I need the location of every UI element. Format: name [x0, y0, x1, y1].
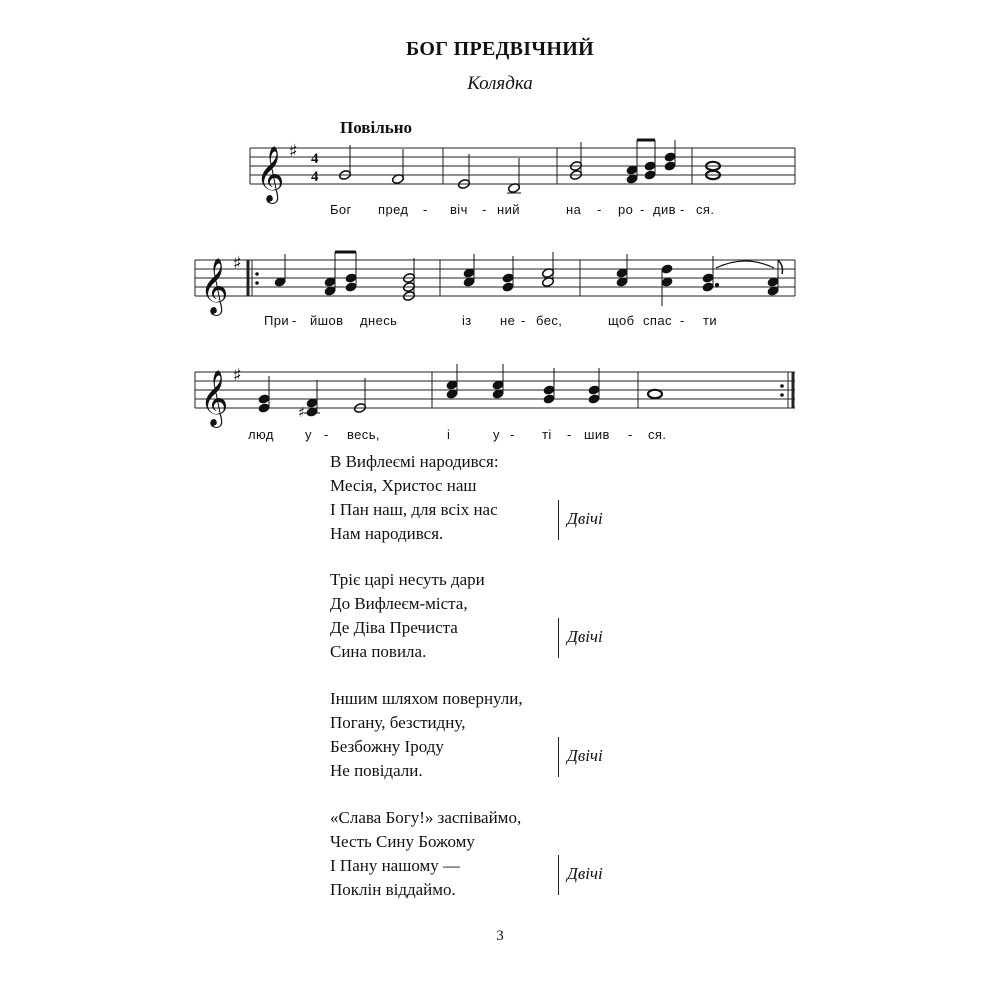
lyric-syllable: ро [618, 202, 634, 217]
lyric-syllable: ний [497, 202, 520, 217]
verse-3 [330, 687, 590, 783]
time-signature [311, 151, 319, 185]
verse-line: До Вифлеєм-міста, [330, 594, 468, 613]
lyric-syllable: При [264, 313, 290, 328]
sheet-music [0, 0, 1000, 460]
lyric-hyphen: - [628, 427, 633, 442]
verse-4 [330, 806, 590, 902]
verse-1 [330, 450, 590, 546]
sharp-icon: ♯ [289, 141, 298, 162]
lyric-syllable: бес, [536, 313, 563, 328]
repeat-twice-label: Двічі [567, 746, 603, 765]
treble-clef-icon: 𝄞 [200, 258, 229, 314]
sharp-icon: ♯ [233, 253, 242, 274]
lyric-syllable: див [653, 202, 676, 217]
repeat-bracket [558, 618, 559, 658]
lyric-syllable: пред [378, 202, 409, 217]
verse-line: Месія, Христос наш [330, 476, 477, 495]
sharp-icon: ♯ [233, 365, 242, 386]
treble-clef-icon: 𝄞 [256, 146, 285, 202]
lyric-hyphen: - [324, 427, 329, 442]
lyric-syllable: із [462, 313, 472, 328]
tempo-marking: Повільно [340, 118, 413, 137]
lyric-hyphen: - [640, 202, 645, 217]
verse-line: Честь Сину Божому [330, 832, 475, 851]
lyric-syllable: не [500, 313, 516, 328]
lyric-syllable: ся. [696, 202, 715, 217]
treble-clef-icon: 𝄞 [200, 370, 229, 426]
verse-line: Поклін віддаймо. [330, 880, 456, 899]
lyric-syllable: спас [643, 313, 672, 328]
repeat-twice-label: Двічі [567, 864, 603, 883]
lyric-hyphen: - [482, 202, 487, 217]
verse-line: Де Діва Пречиста [330, 618, 458, 637]
repeat-twice-label: Двічі [567, 509, 603, 528]
repeat-bracket [558, 500, 559, 540]
lyric-syllable: і [447, 427, 451, 442]
lyric-syllable: щоб [608, 313, 635, 328]
song-subtitle: Колядка [467, 73, 533, 94]
lyric-syllable: на [566, 202, 582, 217]
svg-text:4: 4 [311, 151, 319, 167]
lyric-syllable: ті [542, 427, 552, 442]
page-number: 3 [496, 928, 504, 944]
verse-line: Іншим шляхом повернули, [330, 689, 523, 708]
verse-line: І Пану нашому — [330, 856, 460, 875]
lyric-hyphen: - [423, 202, 428, 217]
verse-line: Нам народився. [330, 524, 444, 543]
lyric-syllable: у [493, 427, 500, 442]
lyric-syllable: ти [703, 313, 718, 328]
lyric-syllable: віч [450, 202, 468, 217]
lyric-syllable: шив [584, 427, 610, 442]
verse-line: Не повідали. [330, 761, 423, 780]
staff-system-3 [195, 372, 795, 408]
verse-line: «Слава Богу!» заспіваймо, [330, 808, 522, 827]
lyric-hyphen: - [597, 202, 602, 217]
notes-system-3 [258, 364, 662, 421]
lyric-hyphen: - [510, 427, 515, 442]
verse-2 [330, 568, 590, 664]
svg-text:♯: ♯ [298, 405, 305, 421]
verse-line: Сина повила. [330, 642, 427, 661]
verse-line: І Пан наш, для всіх нас [330, 500, 498, 519]
lyric-syllable: йшов [310, 313, 344, 328]
verse-line: В Вифлеємі народився: [330, 452, 499, 471]
lyric-hyphen: - [567, 427, 572, 442]
repeat-bracket [558, 737, 559, 777]
verse-line: Безбожну Іроду [330, 737, 444, 756]
svg-text:4: 4 [311, 169, 319, 185]
repeat-bracket [558, 855, 559, 895]
lyric-syllable: люд [248, 427, 274, 442]
lyric-syllable: у [305, 427, 312, 442]
lyric-hyphen: - [292, 313, 297, 328]
repeat-twice-label: Двічі [567, 627, 603, 646]
lyric-syllable: весь, [347, 427, 380, 442]
verse-line: Погану, безстидну, [330, 713, 466, 732]
verse-line: Тріє царі несуть дари [330, 570, 485, 589]
song-title: БОГ ПРЕДВІЧНИЙ [406, 38, 594, 60]
lyric-hyphen: - [680, 202, 685, 217]
lyric-syllable: днесь [360, 313, 398, 328]
lyric-syllable: Бог [330, 202, 352, 217]
lyric-syllable: ся. [648, 427, 667, 442]
lyric-hyphen: - [680, 313, 685, 328]
lyric-hyphen: - [521, 313, 526, 328]
